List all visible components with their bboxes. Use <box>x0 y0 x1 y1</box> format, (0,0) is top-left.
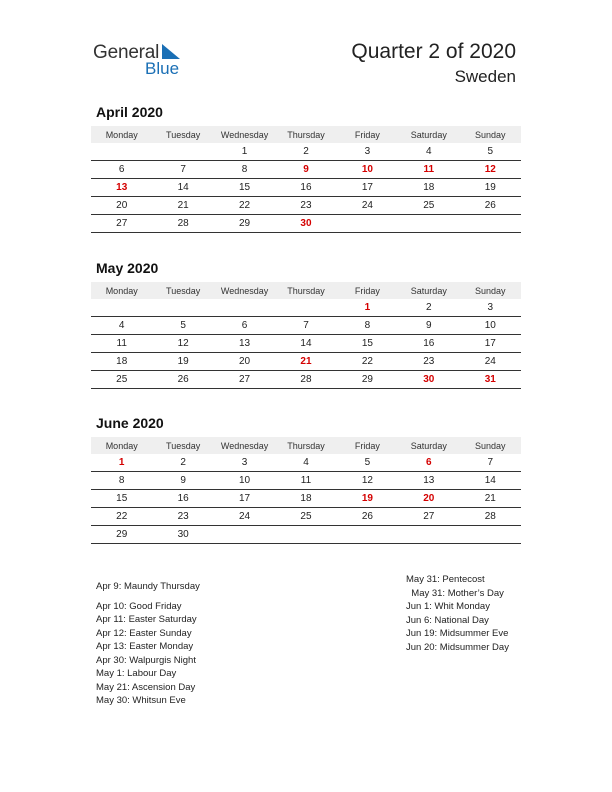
day-cell: 30 <box>275 215 336 233</box>
day-cell <box>398 215 459 233</box>
day-cell <box>91 299 152 317</box>
day-cell: 18 <box>91 353 152 371</box>
week-row <box>91 335 521 353</box>
holiday-note: May 21: Ascension Day <box>96 681 196 693</box>
day-cell: 25 <box>91 371 152 389</box>
day-cell: 13 <box>91 179 152 197</box>
calendar-table <box>91 282 521 389</box>
weekday-label: Monday <box>91 282 152 299</box>
weekday-label: Monday <box>91 437 152 454</box>
logo-flag-icon <box>160 44 182 60</box>
day-cell <box>275 299 336 317</box>
day-cell <box>460 526 521 544</box>
week-row <box>91 508 521 526</box>
month-title: May 2020 <box>96 260 159 276</box>
day-cell: 17 <box>214 490 275 508</box>
day-cell: 19 <box>337 490 398 508</box>
weekday-label: Friday <box>337 437 398 454</box>
day-cell: 15 <box>91 490 152 508</box>
day-cell: 26 <box>460 197 521 215</box>
day-cell: 11 <box>91 335 152 353</box>
day-cell: 23 <box>398 353 459 371</box>
day-cell: 16 <box>152 490 213 508</box>
month-title: June 2020 <box>96 415 164 431</box>
day-cell: 29 <box>91 526 152 544</box>
day-cell <box>214 526 275 544</box>
week-row <box>91 161 521 179</box>
month-may <box>91 259 521 389</box>
week-row <box>91 490 521 508</box>
day-cell: 19 <box>152 353 213 371</box>
holiday-note: Apr 12: Easter Sunday <box>96 627 192 639</box>
day-cell <box>91 143 152 161</box>
day-cell: 1 <box>337 299 398 317</box>
day-cell: 5 <box>152 317 213 335</box>
holiday-note: Jun 20: Midsummer Day <box>406 641 509 653</box>
weekday-label: Sunday <box>460 437 521 454</box>
weekday-label: Sunday <box>460 126 521 143</box>
generalblue-logo <box>93 42 193 82</box>
weekday-label: Saturday <box>398 437 459 454</box>
calendar-table <box>91 437 521 544</box>
weekday-header-row <box>91 437 521 454</box>
day-cell: 28 <box>460 508 521 526</box>
day-cell: 16 <box>275 179 336 197</box>
weekday-label: Saturday <box>398 282 459 299</box>
day-cell: 18 <box>398 179 459 197</box>
day-cell: 10 <box>337 161 398 179</box>
day-cell <box>398 526 459 544</box>
day-cell: 15 <box>337 335 398 353</box>
day-cell: 2 <box>398 299 459 317</box>
day-cell: 17 <box>337 179 398 197</box>
week-row <box>91 371 521 389</box>
weekday-label: Tuesday <box>152 282 213 299</box>
holiday-note: Apr 11: Easter Saturday <box>96 614 197 625</box>
holiday-note: Jun 1: Whit Monday <box>406 601 490 612</box>
day-cell: 4 <box>91 317 152 335</box>
weekday-label: Friday <box>337 282 398 299</box>
day-cell: 20 <box>398 490 459 508</box>
day-cell: 9 <box>152 472 213 490</box>
holiday-note: May 31: Mother’s Day <box>406 587 504 599</box>
day-cell: 24 <box>337 197 398 215</box>
day-cell: 29 <box>337 371 398 389</box>
weekday-label: Sunday <box>460 282 521 299</box>
holiday-note: Jun 19: Midsummer Eve <box>406 628 509 639</box>
weekday-label: Thursday <box>275 126 336 143</box>
weekday-label: Tuesday <box>152 126 213 143</box>
week-row <box>91 215 521 233</box>
week-row <box>91 317 521 335</box>
day-cell: 8 <box>214 161 275 179</box>
weekday-label: Wednesday <box>214 437 275 454</box>
day-cell: 28 <box>152 215 213 233</box>
weekday-label: Thursday <box>275 437 336 454</box>
weekday-header-row <box>91 126 521 143</box>
day-cell: 7 <box>460 454 521 472</box>
day-cell: 22 <box>91 508 152 526</box>
day-cell: 14 <box>460 472 521 490</box>
day-cell: 29 <box>214 215 275 233</box>
week-row <box>91 472 521 490</box>
day-cell: 13 <box>214 335 275 353</box>
day-cell: 14 <box>152 179 213 197</box>
day-cell: 5 <box>460 143 521 161</box>
day-cell: 27 <box>91 215 152 233</box>
day-cell: 6 <box>214 317 275 335</box>
day-cell: 12 <box>152 335 213 353</box>
day-cell <box>337 215 398 233</box>
day-cell: 4 <box>398 143 459 161</box>
weekday-label: Wednesday <box>214 282 275 299</box>
weekday-label: Monday <box>91 126 152 143</box>
weekday-label: Wednesday <box>214 126 275 143</box>
day-cell: 28 <box>275 371 336 389</box>
month-june <box>91 414 521 544</box>
day-cell: 21 <box>275 353 336 371</box>
day-cell: 20 <box>214 353 275 371</box>
week-row <box>91 179 521 197</box>
day-cell: 13 <box>398 472 459 490</box>
day-cell: 11 <box>275 472 336 490</box>
day-cell <box>152 299 213 317</box>
week-row <box>91 197 521 215</box>
day-cell: 26 <box>337 508 398 526</box>
weekday-label: Thursday <box>275 282 336 299</box>
day-cell: 24 <box>460 353 521 371</box>
holiday-note: Apr 9: Maundy Thursday <box>96 581 200 592</box>
day-cell: 21 <box>152 197 213 215</box>
day-cell <box>214 299 275 317</box>
weekday-header-row <box>91 282 521 299</box>
day-cell: 22 <box>337 353 398 371</box>
weekday-label: Friday <box>337 126 398 143</box>
day-cell: 9 <box>275 161 336 179</box>
weekday-label: Saturday <box>398 126 459 143</box>
week-row <box>91 526 521 544</box>
day-cell: 8 <box>337 317 398 335</box>
month-title: April 2020 <box>96 104 163 120</box>
weekday-label: Tuesday <box>152 437 213 454</box>
day-cell: 19 <box>460 179 521 197</box>
day-cell: 21 <box>460 490 521 508</box>
day-cell: 7 <box>275 317 336 335</box>
day-cell: 18 <box>275 490 336 508</box>
week-row <box>91 353 521 371</box>
holiday-note: Apr 30: Walpurgis Night <box>96 654 196 666</box>
day-cell: 25 <box>275 508 336 526</box>
day-cell: 6 <box>91 161 152 179</box>
day-cell: 23 <box>152 508 213 526</box>
day-cell: 26 <box>152 371 213 389</box>
day-cell: 3 <box>214 454 275 472</box>
day-cell: 8 <box>91 472 152 490</box>
day-cell: 12 <box>460 161 521 179</box>
day-cell: 30 <box>152 526 213 544</box>
day-cell <box>275 526 336 544</box>
day-cell: 3 <box>460 299 521 317</box>
day-cell <box>337 526 398 544</box>
week-row <box>91 454 521 472</box>
month-april <box>91 103 521 233</box>
calendar-table <box>91 126 521 233</box>
day-cell: 31 <box>460 371 521 389</box>
day-cell: 16 <box>398 335 459 353</box>
day-cell: 11 <box>398 161 459 179</box>
day-cell: 15 <box>214 179 275 197</box>
day-cell: 17 <box>460 335 521 353</box>
day-cell: 2 <box>152 454 213 472</box>
day-cell: 27 <box>398 508 459 526</box>
day-cell: 20 <box>91 197 152 215</box>
week-row <box>91 143 521 161</box>
day-cell: 7 <box>152 161 213 179</box>
day-cell: 27 <box>214 371 275 389</box>
day-cell: 23 <box>275 197 336 215</box>
day-cell: 5 <box>337 454 398 472</box>
day-cell: 12 <box>337 472 398 490</box>
page-title: Quarter 2 of 2020 <box>351 40 516 63</box>
day-cell: 2 <box>275 143 336 161</box>
day-cell: 4 <box>275 454 336 472</box>
day-cell: 14 <box>275 335 336 353</box>
holiday-note: Apr 13: Easter Monday <box>96 641 194 652</box>
country-name: Sweden <box>454 67 516 86</box>
day-cell <box>152 143 213 161</box>
holiday-note: May 30: Whitsun Eve <box>96 695 186 706</box>
day-cell: 30 <box>398 371 459 389</box>
day-cell: 10 <box>460 317 521 335</box>
day-cell: 1 <box>91 454 152 472</box>
day-cell: 24 <box>214 508 275 526</box>
day-cell: 3 <box>337 143 398 161</box>
holiday-note: May 31: Pentecost <box>406 574 485 585</box>
day-cell: 6 <box>398 454 459 472</box>
holiday-note: May 1: Labour Day <box>96 668 177 679</box>
day-cell: 10 <box>214 472 275 490</box>
holiday-note: Apr 10: Good Friday <box>96 600 182 612</box>
day-cell: 1 <box>214 143 275 161</box>
week-row <box>91 299 521 317</box>
holiday-list-right <box>406 573 509 654</box>
day-cell: 9 <box>398 317 459 335</box>
day-cell: 25 <box>398 197 459 215</box>
day-cell: 22 <box>214 197 275 215</box>
holiday-note: Jun 6: National Day <box>406 614 489 626</box>
holiday-list-left <box>96 580 200 708</box>
day-cell <box>460 215 521 233</box>
logo-text-blue: Blue <box>145 59 180 78</box>
logo-text-general: General <box>93 42 160 63</box>
